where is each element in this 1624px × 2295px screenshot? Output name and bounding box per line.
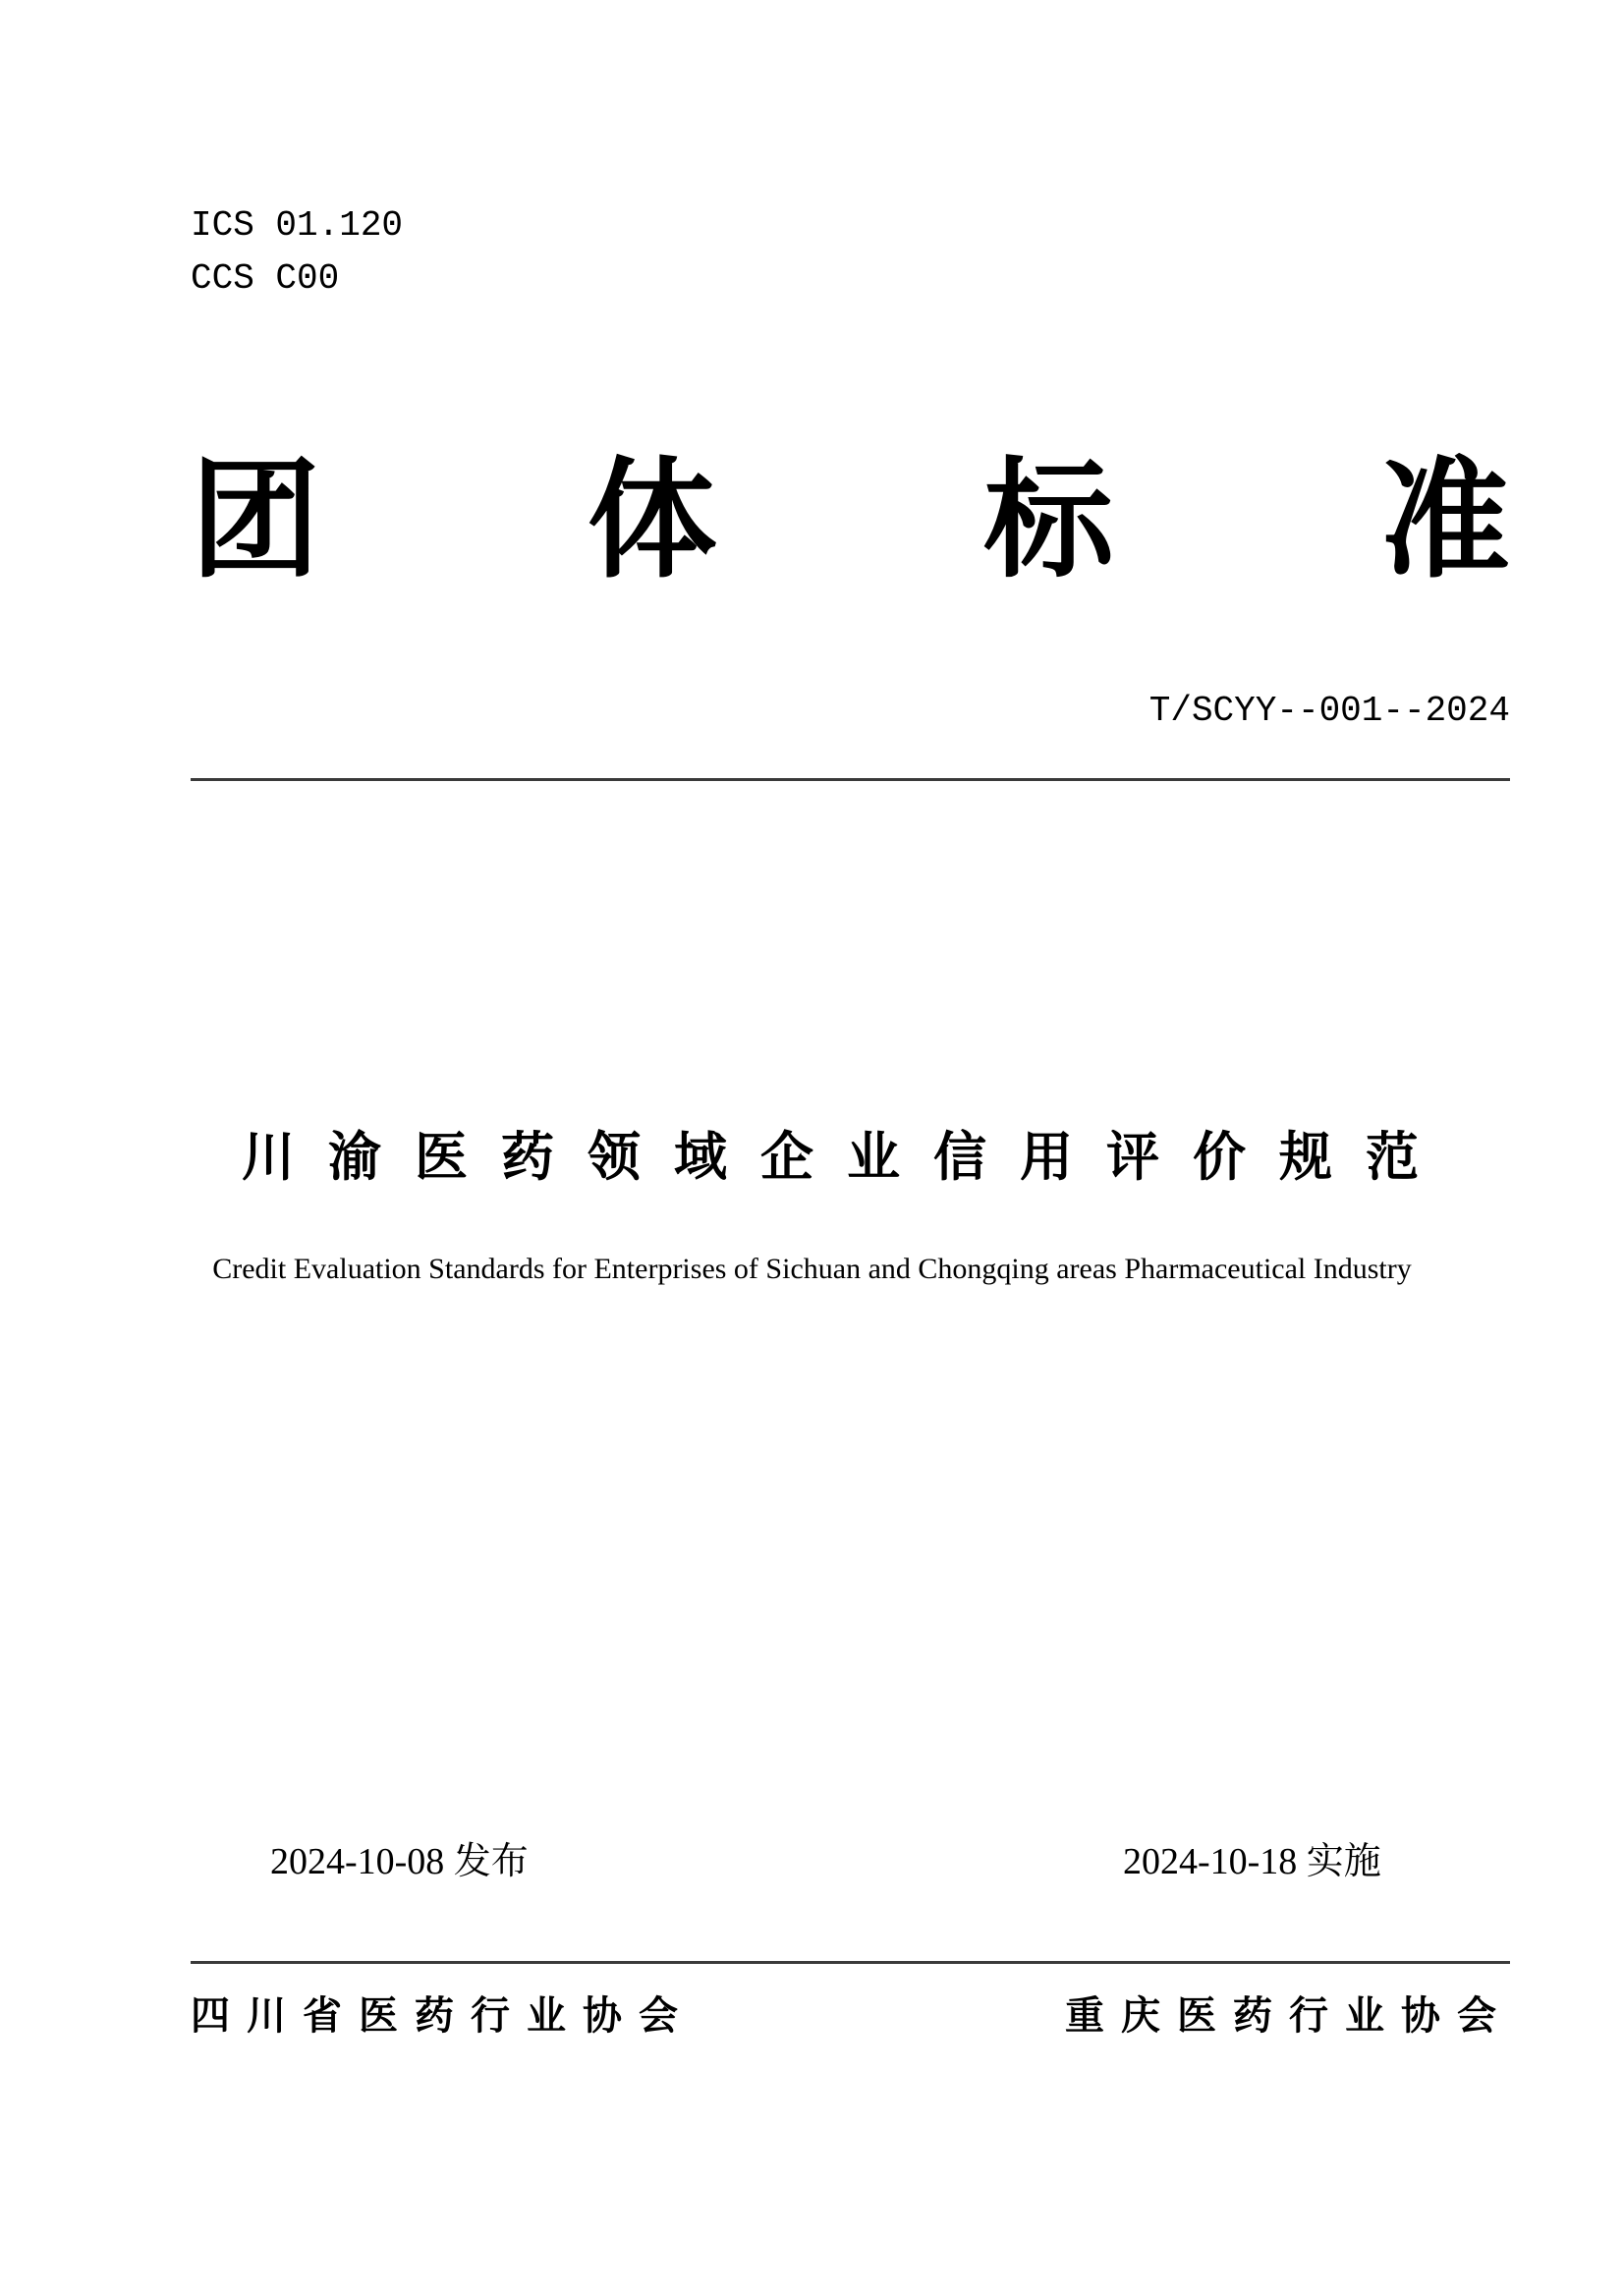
- title-chinese: 川渝医药领域企业信用评价规范: [242, 1126, 1452, 1188]
- publish-date: 2024-10-08 发布: [270, 1841, 529, 1882]
- bottom-divider: [191, 1961, 1510, 1964]
- ccs-code: CCS C00: [191, 258, 340, 299]
- document-type-char: 体: [587, 444, 717, 596]
- standard-number: T/SCYY--001--2024: [1148, 691, 1510, 731]
- top-divider: [191, 778, 1510, 781]
- document-type-char: 团: [191, 444, 320, 596]
- issuer-chongqing: 重庆医药行业协会: [1065, 1993, 1513, 2039]
- ics-code: ICS 01.120: [191, 205, 404, 246]
- issuer-sichuan: 四川省医药行业协会: [191, 1993, 695, 2039]
- title-english: Credit Evaluation Standards for Enterprises of Sichuan and Chongqing areas Pharmaceutical Industry: [212, 1253, 1412, 1285]
- implementation-date: 2024-10-18 实施: [1123, 1841, 1381, 1882]
- document-type-heading: [191, 442, 1510, 599]
- document-type-char: 准: [1379, 444, 1510, 596]
- document-type-char: 标: [983, 444, 1114, 596]
